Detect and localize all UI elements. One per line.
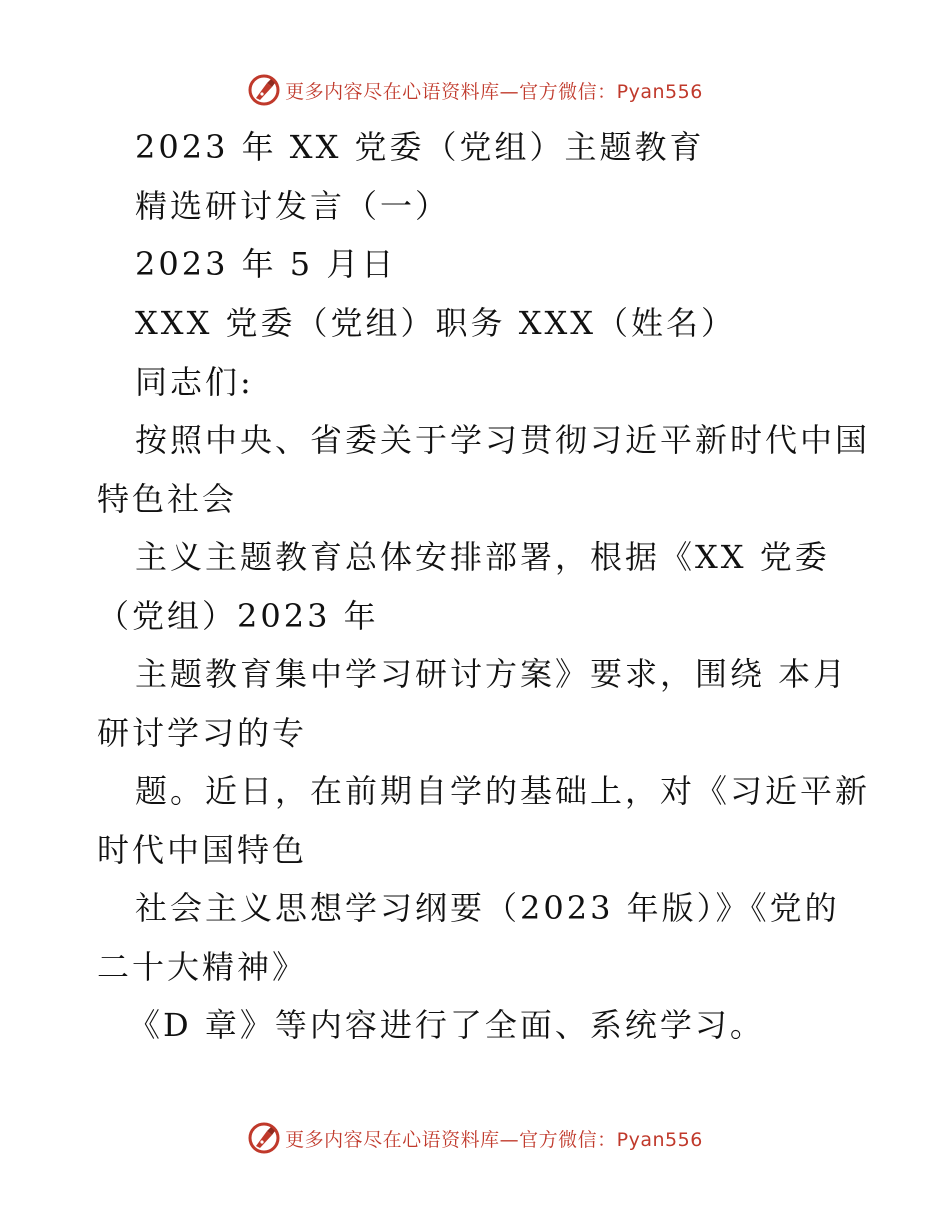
doc-salutation: 同志们: bbox=[135, 363, 254, 401]
doc-date: 2023 年 5 月日 bbox=[135, 245, 397, 283]
doc-paragraph-line: 社会主义思想学习纲要（2023 年版）》《党的 bbox=[135, 889, 840, 927]
doc-author: XXX 党委（党组）职务 XXX（姓名） bbox=[135, 304, 737, 342]
doc-paragraph-line: 主义主题教育总体安排部署，根据《XX 党委 bbox=[135, 538, 830, 576]
doc-paragraph-line: 研讨学习的专 bbox=[97, 714, 308, 752]
banner-text: 更多内容尽在心语资料库—官方微信：Pyan556 bbox=[285, 1128, 703, 1151]
doc-title-line-2: 精选研讨发言（一） bbox=[135, 187, 451, 225]
pen-nib-logo-icon bbox=[247, 73, 281, 107]
doc-title-line-1: 2023 年 XX 党委（党组）主题教育 bbox=[135, 128, 705, 166]
doc-paragraph-line: 二十大精神》 bbox=[97, 948, 308, 986]
doc-paragraph-line: （党组）2023 年 bbox=[97, 597, 379, 635]
doc-paragraph-line: 主题教育集中学习研讨方案》要求，围绕 本月 bbox=[135, 655, 849, 693]
banner-text: 更多内容尽在心语资料库—官方微信：Pyan556 bbox=[285, 80, 703, 103]
doc-paragraph-line: 按照中央、省委关于学习贯彻习近平新时代中国 bbox=[135, 421, 871, 459]
header-banner bbox=[0, 70, 950, 110]
footer-banner bbox=[0, 1118, 950, 1158]
doc-paragraph-line: 时代中国特色 bbox=[97, 831, 308, 869]
doc-paragraph-line: 特色社会 bbox=[97, 480, 238, 518]
pen-nib-logo-icon bbox=[247, 1121, 281, 1155]
doc-paragraph-line: 题。近日，在前期自学的基础上，对《习近平新 bbox=[135, 772, 871, 810]
doc-paragraph-line: 《D 章》等内容进行了全面、系统学习。 bbox=[128, 1006, 765, 1044]
